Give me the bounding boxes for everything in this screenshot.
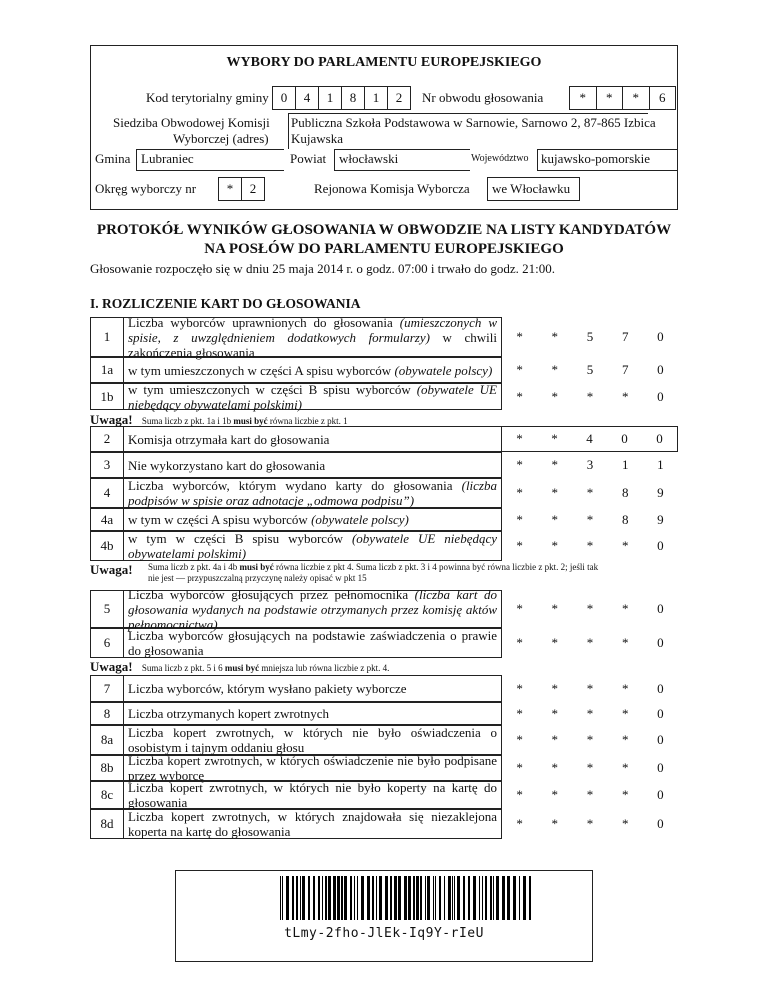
siedziba-label-1: Siedziba Obwodowej Komisji — [113, 115, 270, 130]
barcode-bar — [485, 876, 487, 920]
value-cell: * — [586, 538, 594, 553]
value-cell: * — [621, 680, 629, 696]
value-cell: * — [551, 787, 559, 802]
barcode-bar — [413, 876, 415, 920]
row-description: Liczba kopert zwrotnych, w których oświadczenie nie było podpisane przez wyborcę — [124, 755, 502, 781]
value-cell: * — [551, 538, 559, 553]
value-cell: 0 — [657, 388, 664, 404]
value-cell: * — [516, 511, 523, 527]
wojewodztwo-label: Województwo — [471, 153, 529, 164]
gmina-label: Gmina — [95, 151, 131, 166]
row-values — [502, 452, 678, 478]
value-cell: * — [516, 601, 523, 616]
barcode-bar — [337, 876, 340, 920]
table-row — [90, 628, 678, 658]
barcode-bar — [398, 876, 401, 920]
barcode-bar — [482, 876, 483, 920]
barcode-bar — [300, 876, 301, 920]
barcode-bar — [490, 876, 492, 920]
value-cell: * — [621, 760, 629, 775]
value-cell: 8 — [621, 485, 629, 500]
value-cell: * — [516, 680, 523, 696]
barcode-bar — [308, 876, 310, 920]
barcode-bar — [529, 876, 531, 920]
row-values — [502, 531, 678, 561]
barcode-bar — [496, 876, 499, 920]
barcode-bar — [361, 876, 364, 920]
value-cell: * — [551, 431, 558, 446]
value-cell: * — [516, 760, 523, 775]
value-cell: 0 — [657, 538, 664, 553]
value-cell: * — [586, 760, 594, 775]
barcode-bar — [493, 876, 494, 920]
table-row — [90, 314, 678, 360]
barcode-bar — [318, 876, 320, 920]
value-cell: * — [551, 635, 559, 650]
value-cell: 0 — [657, 680, 664, 696]
row-description: Komisja otrzymała kart do głosowania — [124, 426, 502, 452]
row-number: 4b — [90, 531, 124, 561]
value-cell: 5 — [586, 329, 594, 344]
barcode-bar — [479, 876, 480, 920]
table-row — [90, 531, 678, 561]
value-cell: 8 — [621, 511, 629, 527]
barcode-bar — [372, 876, 374, 920]
obwod-digit: 6 — [649, 86, 677, 110]
teryt-label: Kod terytorialny gminy — [146, 90, 269, 105]
barcode-bar — [468, 876, 470, 920]
row-description: w tym umieszczonych w części A spisu wyborców (obywatele polscy) — [124, 357, 502, 383]
value-cell: * — [516, 388, 523, 404]
uwaga-label: Uwaga! — [90, 659, 133, 674]
table-row — [90, 586, 678, 632]
value-cell: 7 — [621, 362, 629, 377]
protocol-title-line2: NA POSŁÓW DO PARLAMENTU EUROPEJSKIEGO — [204, 241, 564, 257]
obwod-digit: * — [596, 86, 624, 110]
barcode-bar — [394, 876, 397, 920]
uwaga-label: Uwaga! — [90, 562, 133, 577]
row-description: Liczba wyborców głosujących przez pełnomocnika (liczba kart do głosowania wydanych na podstawie otrzymanych przez komisję aktów pełnomocnictwa) — [124, 590, 502, 628]
barcode-bar — [313, 876, 315, 920]
value-cell: 0 — [657, 705, 664, 721]
value-cell: * — [586, 388, 594, 404]
value-cell: * — [586, 816, 594, 831]
value-cell: 0 — [657, 816, 664, 831]
row-description: Liczba kopert zwrotnych, w których znajdowała się niezaklejona koperta na kartę do głosowania — [124, 809, 502, 839]
row-description: Nie wykorzystano kart do głosowania — [124, 452, 502, 478]
value-cell: * — [516, 635, 523, 650]
row-description: Liczba wyborców uprawnionych do głosowania (umieszczonych w spisie, z uwzględnieniem dodatkowych formularzy) w chwili zakończenia głosowania — [124, 317, 502, 357]
barcode-bar — [463, 876, 465, 920]
value-cell: * — [621, 787, 629, 802]
value-cell: * — [551, 732, 559, 747]
row-values — [502, 628, 678, 658]
value-cell: * — [516, 787, 523, 802]
barcode-bar — [379, 876, 382, 920]
value-cell: * — [516, 485, 523, 500]
value-cell: 0 — [621, 431, 628, 446]
table-row — [90, 725, 678, 755]
powiat-label: Powiat — [290, 151, 327, 166]
value-cell: * — [586, 680, 594, 696]
row-number: 1 — [90, 317, 124, 357]
barcode-bar — [367, 876, 370, 920]
row-description: Liczba kopert zwrotnych, w których nie było koperty na kartę do głosowania — [124, 781, 502, 809]
barcode-text: tLmy-2fho-JlEk-Iq9Y-rIeU — [284, 926, 484, 941]
value-cell: 5 — [586, 362, 594, 377]
row-description: w tym umieszczonych w części B spisu wyborców (obywatele UE niebędący obywatelami polskimi) — [124, 383, 502, 410]
value-cell: * — [586, 732, 594, 747]
table-row — [90, 452, 678, 478]
barcode-bar — [433, 876, 434, 920]
row-description: Liczba otrzymanych kopert zwrotnych — [124, 702, 502, 725]
table-row — [90, 702, 678, 725]
wojewodztwo-value: kujawsko-pomorskie — [541, 151, 651, 166]
barcode-bar — [333, 876, 336, 920]
barcode-bar — [354, 876, 355, 920]
value-cell: 7 — [621, 329, 629, 344]
row-values — [502, 781, 678, 809]
value-cell: 1 — [621, 457, 629, 472]
row-number: 1a — [90, 357, 124, 383]
row-values — [502, 675, 678, 702]
value-cell: * — [586, 787, 594, 802]
table-row — [90, 478, 678, 508]
row-values — [502, 383, 678, 410]
okreg-label: Okręg wyborczy nr — [95, 181, 197, 196]
table-row — [90, 809, 678, 839]
teryt-digit: 0 — [272, 86, 296, 110]
barcode-bar — [513, 876, 516, 920]
row-values — [502, 590, 678, 628]
value-cell: * — [586, 705, 594, 721]
value-cell: * — [551, 329, 559, 344]
barcode-bar — [390, 876, 392, 920]
note-2-text: Suma liczb z pkt. 4a i 4b musi być równa liczbie z pkt 4. Suma liczb z pkt. 3 i 4 powinna być równa liczbie z pkt. 2; jeśli tak nie jest — przypuszczalną przyczynę należy opisać w pkt 15 — [148, 562, 599, 583]
value-cell: * — [516, 816, 523, 831]
value-cell: * — [516, 732, 523, 747]
siedziba-value-2: Kujawska — [291, 131, 343, 146]
note-2 — [90, 562, 133, 578]
value-cell: * — [621, 635, 629, 650]
barcode-bar — [322, 876, 323, 920]
value-cell: 0 — [657, 635, 664, 650]
table-row — [90, 426, 678, 452]
value-cell: * — [621, 601, 629, 616]
teryt-digit: 1 — [318, 86, 342, 110]
row-number: 4 — [90, 478, 124, 508]
value-cell: * — [621, 388, 629, 404]
row-values — [502, 478, 678, 508]
barcode-bar — [282, 876, 283, 920]
value-cell: * — [516, 705, 523, 721]
value-cell: * — [551, 457, 559, 472]
barcode-bar — [473, 876, 476, 920]
barcode-bar — [280, 876, 281, 920]
value-cell: * — [516, 538, 523, 553]
barcode-bar — [507, 876, 510, 920]
barcode-bar — [357, 876, 358, 920]
obwod-digit: * — [569, 86, 597, 110]
table-row — [90, 383, 678, 410]
value-cell: 9 — [657, 511, 664, 527]
okreg-digit: * — [218, 177, 242, 201]
barcode-bar — [296, 876, 298, 920]
row-values — [502, 725, 678, 755]
barcode-bar — [502, 876, 505, 920]
row-description: Liczba wyborców, którym wydano karty do głosowania (liczba podpisów w spisie oraz adnotacje „odmowa podpisu”) — [124, 478, 502, 508]
barcode-bar — [519, 876, 520, 920]
table-row — [90, 755, 678, 781]
row-number: 8c — [90, 781, 124, 809]
section-title: I. ROZLICZENIE KART DO GŁOSOWANIA — [90, 296, 361, 311]
teryt-digit: 8 — [341, 86, 365, 110]
value-cell: 0 — [657, 732, 664, 747]
barcode-bar — [286, 876, 289, 920]
value-cell: * — [621, 538, 629, 553]
note-1-text: Suma liczb z pkt. 1a i 1b musi być równa liczbie z pkt. 1 — [141, 416, 348, 426]
value-cell: 1 — [657, 457, 664, 472]
row-number: 8a — [90, 725, 124, 755]
row-values — [502, 317, 678, 357]
value-cell: 4 — [586, 431, 593, 446]
value-cell: 0 — [657, 601, 664, 616]
value-cell: * — [586, 635, 594, 650]
uwaga-label: Uwaga! — [90, 412, 133, 427]
row-number: 1b — [90, 383, 124, 410]
table-row — [90, 781, 678, 809]
barcode-bar — [408, 876, 411, 920]
value-cell: * — [551, 816, 559, 831]
value-cell: * — [621, 705, 629, 721]
value-cell: 0 — [657, 362, 664, 377]
row-description: Liczba wyborców, którym wysłano pakiety wyborcze — [124, 675, 502, 702]
value-cell: * — [551, 705, 559, 721]
row-description: w tym w części A spisu wyborców (obywatele polscy) — [124, 508, 502, 531]
siedziba-label-2: Wyborczej (adres) — [173, 131, 269, 146]
value-cell: * — [551, 362, 559, 377]
value-cell: * — [551, 388, 559, 404]
value-cell: 3 — [586, 457, 594, 472]
barcode-bar — [448, 876, 451, 920]
value-cell: * — [551, 680, 559, 696]
barcode-bar — [344, 876, 347, 920]
barcode-bar — [452, 876, 453, 920]
rkw-value: we Włocławku — [492, 181, 571, 196]
row-number: 5 — [90, 590, 124, 628]
value-cell: * — [516, 329, 523, 344]
barcode-bar — [341, 876, 343, 920]
row-number: 8 — [90, 702, 124, 725]
election-title: WYBORY DO PARLAMENTU EUROPEJSKIEGO — [226, 55, 542, 70]
row-values — [502, 755, 678, 781]
protocol-title-line1: PROTOKÓŁ WYNIKÓW GŁOSOWANIA W OBWODZIE NA LISTY KANDYDATÓW — [96, 222, 672, 238]
table-row — [90, 508, 678, 531]
powiat-value: włocławski — [339, 151, 399, 166]
note-3-text: Suma liczb z pkt. 5 i 6 musi być mniejsza lub równa liczbie z pkt. 4. — [141, 663, 390, 673]
note-1 — [90, 412, 348, 428]
value-cell: * — [516, 457, 523, 472]
table-row — [90, 675, 678, 702]
barcode-bar — [376, 876, 377, 920]
note-3 — [90, 659, 389, 675]
value-cell: 0 — [657, 329, 664, 344]
value-cell: * — [551, 601, 559, 616]
row-values — [502, 508, 678, 531]
row-values — [502, 357, 678, 383]
teryt-digit: 4 — [295, 86, 319, 110]
value-cell: * — [551, 485, 559, 500]
value-cell: 0 — [657, 760, 664, 775]
barcode-bar — [439, 876, 441, 920]
barcode-bar — [292, 876, 294, 920]
barcode-bar — [350, 876, 352, 920]
row-number: 7 — [90, 675, 124, 702]
row-values — [502, 426, 678, 452]
value-cell: * — [516, 431, 523, 446]
barcode-bar — [457, 876, 460, 920]
barcode-bar — [328, 876, 331, 920]
barcode-bar — [444, 876, 445, 920]
barcode-bar — [302, 876, 305, 920]
value-cell: * — [586, 511, 594, 527]
barcode-bar — [416, 876, 419, 920]
teryt-digit: 2 — [387, 86, 411, 110]
value-cell: 9 — [657, 485, 664, 500]
row-values — [502, 702, 678, 725]
row-number: 6 — [90, 628, 124, 658]
value-cell: * — [621, 732, 629, 747]
barcode-bar — [385, 876, 388, 920]
row-number: 8d — [90, 809, 124, 839]
okreg-digit: 2 — [241, 177, 265, 201]
siedziba-value-1: Publiczna Szkoła Podstawowa w Sarnowie, Sarnowo 2, 87-865 Izbica — [291, 115, 656, 130]
barcode-bar — [420, 876, 422, 920]
protocol-info: Głosowanie rozpoczęło się w dniu 25 maja 2014 r. o godz. 07:00 i trwało do godz. 21:00. — [90, 261, 556, 276]
value-cell: * — [586, 485, 594, 500]
barcode-bar — [404, 876, 407, 920]
row-number: 3 — [90, 452, 124, 478]
row-number: 8b — [90, 755, 124, 781]
barcode-bar — [435, 876, 436, 920]
row-description: w tym w części B spisu wyborców (obywatele UE niebędący obywatelami polskimi) — [124, 531, 502, 561]
row-description: Liczba kopert zwrotnych, w których nie było oświadczenia o osobistym i tajnym oddaniu głosu — [124, 725, 502, 755]
gmina-value: Lubraniec — [141, 151, 194, 166]
value-cell: 0 — [656, 431, 663, 446]
value-cell: * — [551, 511, 559, 527]
barcode-bar — [325, 876, 327, 920]
obwod-label: Nr obwodu głosowania — [422, 90, 544, 105]
barcode-bar — [427, 876, 430, 920]
value-cell: * — [621, 816, 629, 831]
table-row — [90, 357, 678, 383]
barcode-bar — [523, 876, 526, 920]
row-description: Liczba wyborców głosujących na podstawie zaświadczenia o prawie do głosowania — [124, 628, 502, 658]
obwod-digit: * — [622, 86, 650, 110]
row-number: 4a — [90, 508, 124, 531]
teryt-digit: 1 — [364, 86, 388, 110]
rkw-label: Rejonowa Komisja Wyborcza — [314, 181, 470, 196]
barcode-image — [280, 876, 532, 920]
row-values — [502, 809, 678, 839]
value-cell: * — [586, 601, 594, 616]
barcode-bar — [454, 876, 455, 920]
barcode-bar — [425, 876, 426, 920]
value-cell: * — [551, 760, 559, 775]
value-cell: 0 — [657, 787, 664, 802]
row-number: 2 — [90, 426, 124, 452]
value-cell: * — [516, 362, 523, 377]
